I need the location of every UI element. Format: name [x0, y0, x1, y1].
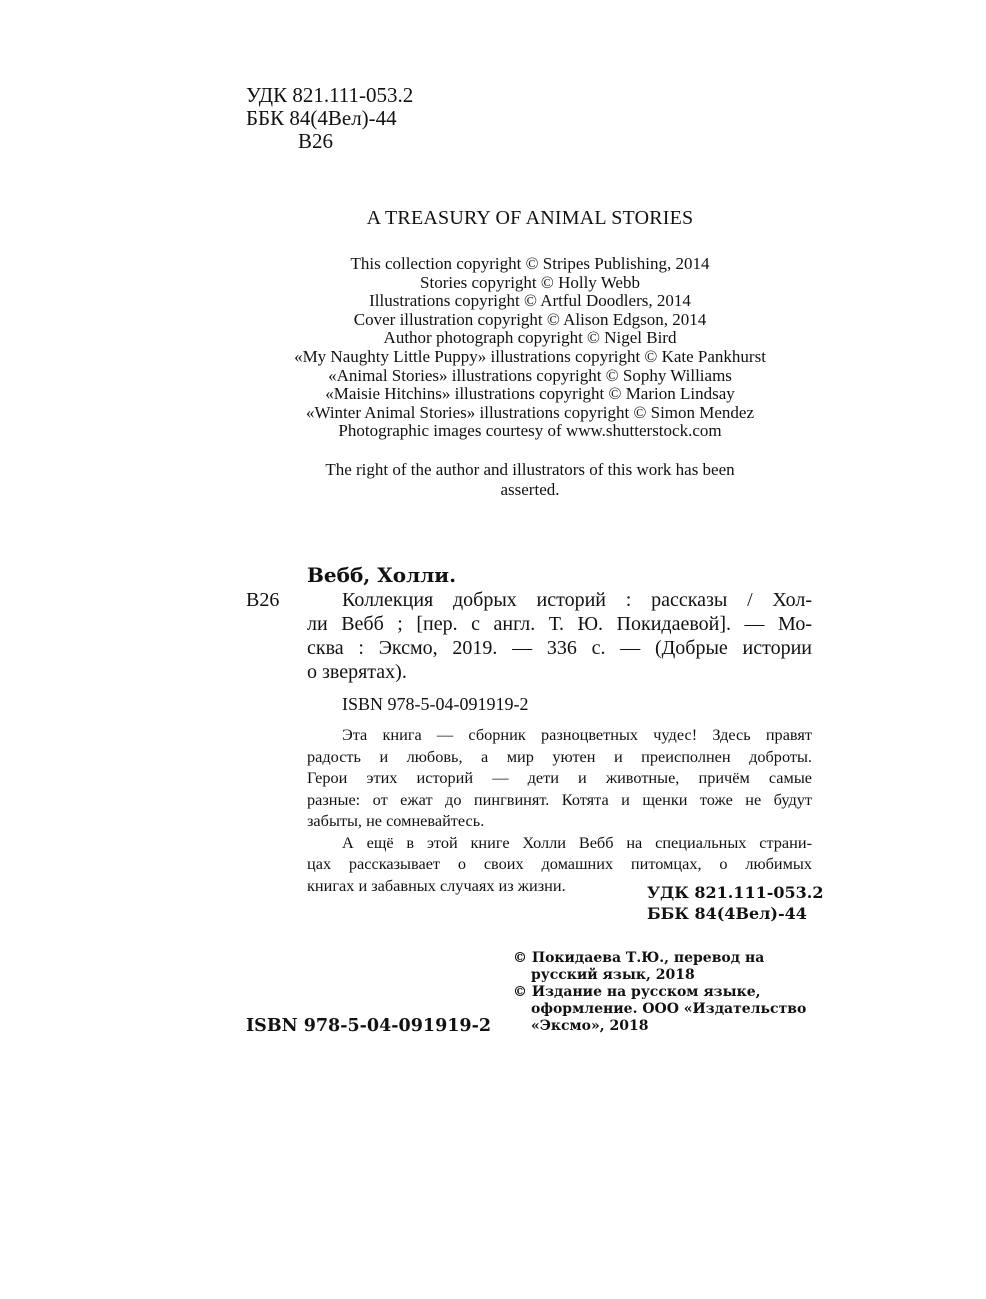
credit-line: This collection copyright © Stripes Publishing, 2014: [350, 254, 710, 273]
annotation-line: разные: от ежат до пингвинят. Котята и щенки тоже не будут: [307, 789, 812, 809]
entry-bbk: ББК 84(4Вел)-44: [647, 904, 807, 923]
entry-mark: В26: [246, 589, 280, 611]
rights-line: asserted.: [500, 480, 560, 499]
annotation-line: А ещё в этой книге Холли Вебб на специальных страни-: [342, 832, 812, 852]
entry-classification: [647, 882, 823, 924]
bbk-code: ББК 84(4Вел)-44: [246, 106, 397, 130]
copyright-line: русский язык, 2018: [531, 967, 695, 983]
entry-description: [246, 588, 812, 684]
entry-udk: УДК 821.111-053.2: [647, 883, 824, 902]
annotation-line: книгах и забавных случаях из жизни.: [307, 875, 566, 895]
annotation-line: Эта книга — сборник разноцветных чудес! Здесь правят: [342, 725, 812, 744]
credits-block: [0, 255, 986, 441]
credit-line: Photographic images courtesy of www.shutterstock.com: [338, 421, 722, 441]
credit-line: «Animal Stories» illustrations copyright © Sophy Williams: [328, 365, 732, 385]
description-line: о зверятах).: [307, 661, 407, 683]
credit-line: Cover illustration copyright © Alison Edgson, 2014: [353, 309, 707, 329]
description-line: Коллекция добрых историй : рассказы / Хол-: [342, 589, 812, 611]
entry-isbn: ISBN 978-5-04-091919-2: [342, 694, 529, 714]
annotation-line: Герои этих историй — дети и животные, причём самые: [307, 768, 812, 787]
copyright-line: оформление. ООО «Издательство: [531, 1001, 807, 1017]
credit-line: Author photograph copyright © Nigel Bird: [383, 328, 677, 348]
original-title: A TREASURY OF ANIMAL STORIES: [366, 207, 694, 229]
catalog-entry: [246, 562, 812, 896]
author-heading: Вебб, Холли.: [307, 563, 457, 587]
annotation: [307, 724, 812, 896]
credit-line: «Maisie Hitchins» illustrations copyright © Marion Lindsay: [325, 384, 735, 404]
rights-statement: [0, 460, 986, 500]
annotation-line: радость и любовь, а мир уютен и преисполнен доброты.: [307, 746, 812, 766]
author-mark: В26: [298, 129, 334, 153]
russian-copyright: [513, 950, 806, 1035]
rights-line: The right of the author and illustrators of this work has been: [325, 460, 735, 479]
isbn-bottom: ISBN 978-5-04-091919-2: [246, 1016, 492, 1036]
annotation-line: цах рассказывает о своих домашних питомцах, о любимых: [307, 854, 812, 873]
credit-line: Illustrations copyright © Artful Doodlers, 2014: [369, 291, 691, 311]
copyright-line: © Издание на русском языке,: [513, 984, 761, 1000]
classification-codes: [246, 84, 413, 153]
annotation-line: забыты, не сомневайтесь.: [307, 811, 485, 830]
copyright-line: «Эксмо», 2018: [531, 1018, 649, 1034]
credit-line: «Winter Animal Stories» illustrations copyright © Simon Mendez: [305, 402, 755, 422]
udk-code: УДК 821.111-053.2: [246, 83, 414, 107]
credit-line: Stories copyright © Holly Webb: [420, 272, 640, 292]
credit-line: «My Naughty Little Puppy» illustrations copyright © Kate Pankhurst: [294, 346, 766, 366]
copyright-line: © Покидаева Т.Ю., перевод на: [513, 950, 765, 966]
description-line: сква : Эксмо, 2019. — 336 с. — (Добрые истории: [307, 637, 812, 659]
description-line: ли Вебб ; [пер. с англ. Т. Ю. Покидаевой]. — Мо-: [307, 613, 812, 635]
